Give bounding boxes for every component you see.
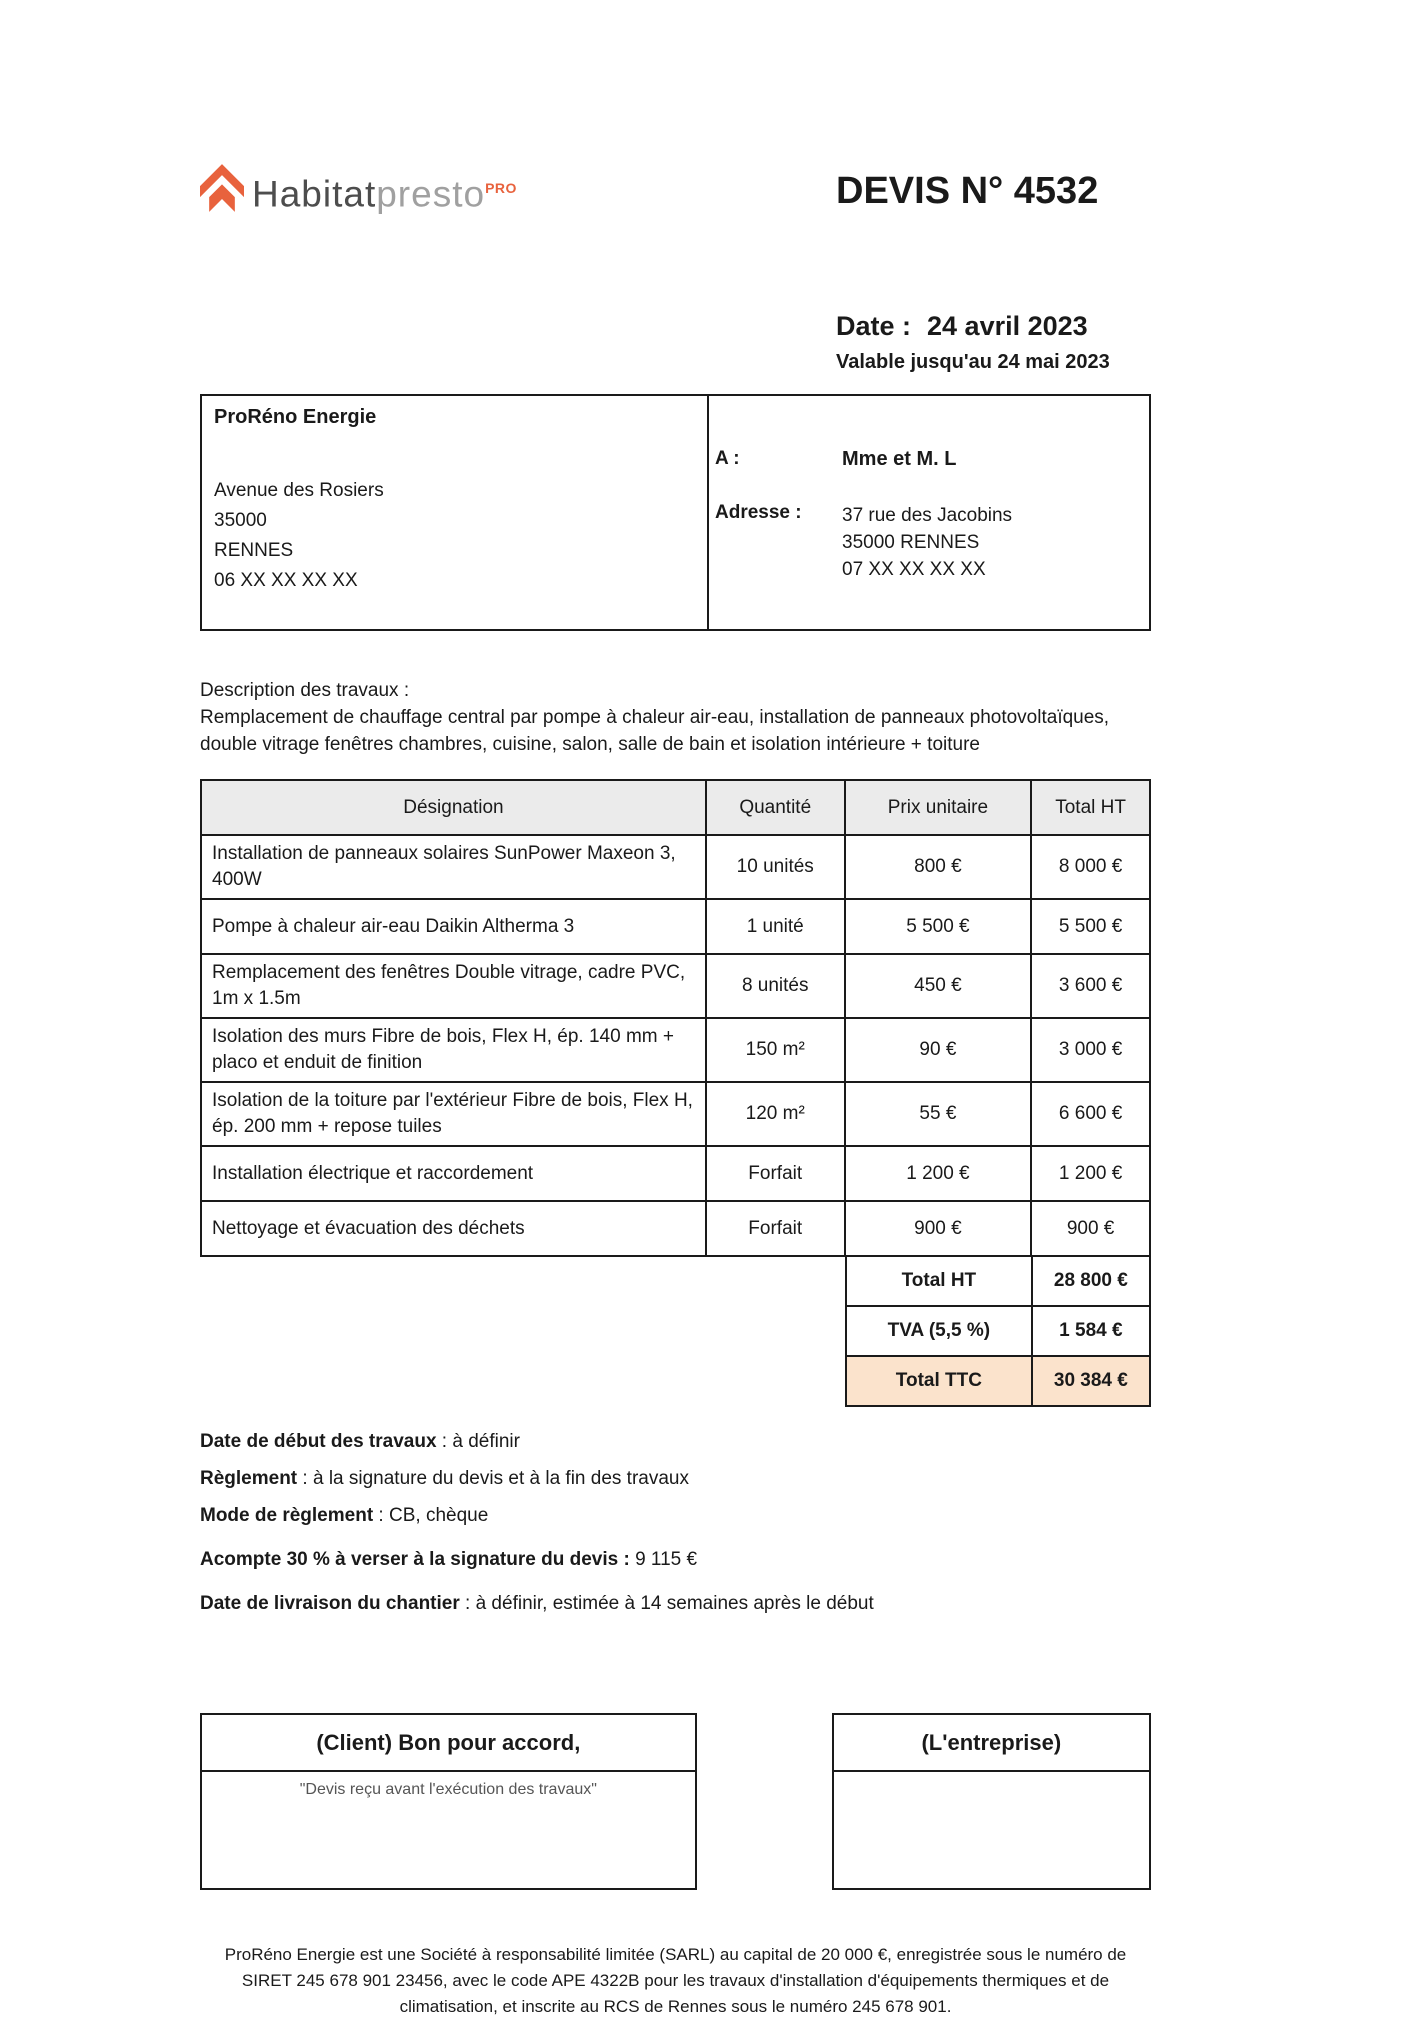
total-ttc-value: 30 384 € xyxy=(1032,1356,1150,1406)
table-row xyxy=(201,954,1150,1018)
company-address-line: Avenue des Rosiers xyxy=(214,480,384,501)
term-value: : à définir xyxy=(436,1431,520,1452)
unit-price-cell: 800 € xyxy=(845,835,1032,899)
column-quantity: Quantité xyxy=(706,780,845,835)
date-line xyxy=(836,311,1151,342)
validity-note: Valable jusqu'au 24 mai 2023 xyxy=(836,351,1110,373)
header-right-column xyxy=(836,158,1151,374)
client-name: Mme et M. L xyxy=(842,448,957,470)
quantity-cell: Forfait xyxy=(706,1146,845,1201)
designation-cell: Installation de panneaux solaires SunPower Maxeon 3, 400W xyxy=(201,835,706,899)
signature-client-note: "Devis reçu avant l'exécution des travaux" xyxy=(299,1781,597,1798)
total-ttc-row xyxy=(846,1356,1150,1406)
signature-client-box xyxy=(200,1713,697,1890)
total-cell: 8 000 € xyxy=(1031,835,1150,899)
signature-company-title: (L'entreprise) xyxy=(834,1715,1149,1772)
quantity-cell: 150 m² xyxy=(706,1018,845,1082)
total-ht-row xyxy=(846,1256,1150,1306)
unit-price-cell: 900 € xyxy=(845,1201,1032,1256)
legal-footer: ProRéno Energie est une Société à responsabilité limitée (SARL) au capital de 20 000 €, enregistrée sous le numéro de SIRET 245 678 901 23456, avec le code APE 4322B pour les travaux d'installation d'équipements thermiques et de climatisation, et inscrite au RCS de Rennes sous le numéro 245 678 901. xyxy=(224,1945,1127,2016)
term-payment-mode xyxy=(200,1505,1151,1527)
company-address-line: 35000 xyxy=(214,510,267,531)
signature-company-box xyxy=(832,1713,1151,1890)
table-row xyxy=(201,1082,1150,1146)
client-to-label: A : xyxy=(715,448,740,469)
term-label: Date de début des travaux xyxy=(200,1431,437,1452)
page-header xyxy=(200,158,1151,374)
signature-section xyxy=(200,1713,1151,1890)
term-label: Règlement xyxy=(200,1468,298,1489)
term-label: Date de livraison du chantier xyxy=(200,1593,460,1614)
term-label: Mode de règlement xyxy=(200,1505,374,1526)
quantity-cell: Forfait xyxy=(706,1201,845,1256)
brand-logo xyxy=(200,158,836,374)
parties-box xyxy=(200,394,1151,631)
date-label: Date : xyxy=(836,311,912,341)
total-cell: 3 600 € xyxy=(1031,954,1150,1018)
designation-cell: Isolation de la toiture par l'extérieur Fibre de bois, Flex H, ép. 200 mm + repose tuiles xyxy=(201,1082,706,1146)
total-cell: 1 200 € xyxy=(1031,1146,1150,1201)
table-row xyxy=(201,1018,1150,1082)
client-phone: 07 XX XX XX XX xyxy=(842,559,986,580)
brand-pro-badge: PRO xyxy=(485,180,517,196)
designation-cell: Remplacement des fenêtres Double vitrage, cadre PVC, 1m x 1.5m xyxy=(201,954,706,1018)
page-content xyxy=(200,0,1151,2020)
signature-client-title: (Client) Bon pour accord, xyxy=(202,1715,695,1772)
column-total-ht: Total HT xyxy=(1031,780,1150,835)
total-ht-value: 28 800 € xyxy=(1032,1256,1150,1306)
term-delivery-date xyxy=(200,1593,1151,1615)
term-value: : à la signature du devis et à la fin des travaux xyxy=(297,1468,689,1489)
tva-label: TVA (5,5 %) xyxy=(846,1306,1032,1356)
designation-cell: Installation électrique et raccordement xyxy=(201,1146,706,1201)
tva-row xyxy=(846,1306,1150,1356)
total-cell: 6 600 € xyxy=(1031,1082,1150,1146)
total-cell: 3 000 € xyxy=(1031,1018,1150,1082)
client-address xyxy=(842,502,1012,583)
unit-price-cell: 1 200 € xyxy=(845,1146,1032,1201)
terms-section xyxy=(200,1431,1151,1615)
term-label: Acompte 30 % à verser à la signature du devis : xyxy=(200,1549,630,1570)
client-panel xyxy=(709,396,1149,629)
term-value: : à définir, estimée à 14 semaines après le début xyxy=(459,1593,874,1614)
client-address-line: 37 rue des Jacobins xyxy=(842,505,1013,526)
column-unit-price: Prix unitaire xyxy=(845,780,1032,835)
table-row xyxy=(201,1201,1150,1256)
term-payment xyxy=(200,1468,1151,1490)
totals-table xyxy=(845,1255,1151,1407)
signature-client-area xyxy=(202,1772,695,1888)
quantity-cell: 1 unité xyxy=(706,899,845,954)
tva-value: 1 584 € xyxy=(1032,1306,1150,1356)
table-row xyxy=(201,835,1150,899)
total-ht-label: Total HT xyxy=(846,1256,1032,1306)
column-designation: Désignation xyxy=(201,780,706,835)
client-address-line: 35000 RENNES xyxy=(842,532,980,553)
devis-title: DEVIS N° 4532 xyxy=(836,170,1099,212)
term-value: : CB, chèque xyxy=(373,1505,489,1526)
total-ttc-label: Total TTC xyxy=(846,1356,1032,1406)
date-value: 24 avril 2023 xyxy=(927,311,1088,341)
quantity-cell: 120 m² xyxy=(706,1082,845,1146)
unit-price-cell: 5 500 € xyxy=(845,899,1032,954)
description-label: Description des travaux : xyxy=(200,680,410,701)
company-phone: 06 XX XX XX XX xyxy=(214,570,358,591)
total-cell: 900 € xyxy=(1031,1201,1150,1256)
designation-cell: Pompe à chaleur air-eau Daikin Altherma 3 xyxy=(201,899,706,954)
quantity-cell: 10 unités xyxy=(706,835,845,899)
total-cell: 5 500 € xyxy=(1031,899,1150,954)
client-to-row xyxy=(715,448,1149,471)
signature-company-area xyxy=(834,1772,1149,1888)
brand-habitat: Habitat xyxy=(252,173,377,215)
unit-price-cell: 90 € xyxy=(845,1018,1032,1082)
unit-price-cell: 55 € xyxy=(845,1082,1032,1146)
items-table xyxy=(200,779,1151,1257)
items-header-row xyxy=(201,780,1150,835)
company-name: ProRéno Energie xyxy=(214,406,377,428)
company-panel xyxy=(202,396,709,629)
quantity-cell: 8 unités xyxy=(706,954,845,1018)
brand-presto: presto xyxy=(376,173,486,215)
client-address-row xyxy=(715,502,1149,583)
client-address-label: Adresse : xyxy=(715,502,802,523)
designation-cell: Nettoyage et évacuation des déchets xyxy=(201,1201,706,1256)
term-start-date xyxy=(200,1431,1151,1453)
unit-price-cell: 450 € xyxy=(845,954,1032,1018)
company-address xyxy=(214,476,695,596)
description-text: Remplacement de chauffage central par pompe à chaleur air-eau, installation de panneaux photovoltaïques, double vitrage fenêtres chambres, cuisine, salon, salle de bain et isolation intérieure + toiture xyxy=(200,707,1110,755)
table-row xyxy=(201,899,1150,954)
company-address-line: RENNES xyxy=(214,540,294,561)
brand-wordmark xyxy=(252,164,517,218)
table-row xyxy=(201,1146,1150,1201)
term-value: 9 115 € xyxy=(629,1549,698,1570)
home-arrow-icon xyxy=(200,164,244,212)
works-description xyxy=(200,677,1151,758)
term-deposit xyxy=(200,1549,1151,1571)
designation-cell: Isolation des murs Fibre de bois, Flex H, ép. 140 mm + placo et enduit de finition xyxy=(201,1018,706,1082)
